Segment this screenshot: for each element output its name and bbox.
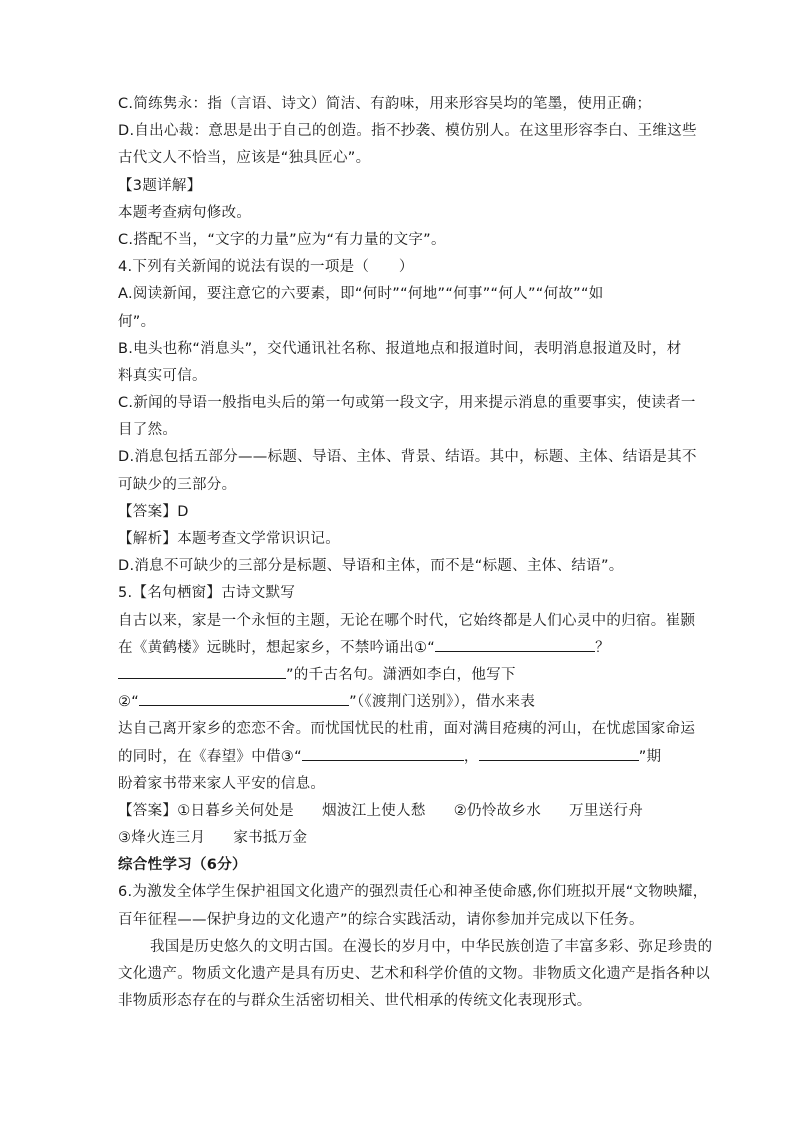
text-span: ？ [595, 639, 610, 656]
question-6-stem: 6.为激发全体学生保护祖国文化遗产的强烈责任心和神圣使命感,你们班拟开展“文物映耀， [118, 884, 708, 901]
option-a-cont: 何”。 [118, 313, 156, 330]
text-span: ③烽火连三月 [118, 830, 206, 847]
blank-1a [435, 635, 595, 652]
answer-line [118, 798, 678, 825]
text-span: 家书抵万金 [233, 830, 308, 847]
option-b-cont: 料真实可信。 [118, 367, 207, 384]
text-span: ②仍怜故乡水 [453, 802, 542, 819]
text-line: 达自己离开家乡的恋恋不舍。而忧国忧民的杜甫，面对满目疮痍的河山，在忧虑国家命运 [118, 721, 696, 738]
option-a: A.阅读新闻，要注意它的六要素，即“何时”“何地”“何事”“何人”“何故”“如 [118, 286, 604, 303]
text-span: 的同时，在《春望》中借③“ [118, 748, 302, 765]
text-line: C.搭配不当，“文字的力量”应为“有力量的文字”。 [118, 231, 446, 248]
text-span: ”（《渡荆门送别》），借水来表 [349, 694, 536, 711]
text-line: 古代文人不恰当，应该是“独具匠心”。 [118, 150, 371, 167]
text-line [118, 635, 678, 662]
text-span: ， [463, 748, 479, 765]
text-line: 自古以来，家是一个永恒的主题，无论在哪个时代，它始终都是人们心灵中的归宿。崔颢 [118, 612, 696, 629]
text-span: ”的千古名句。潇洒如李白，他写下 [286, 666, 516, 683]
text-line: D.消息不可缺少的三部分是标题、导语和主体，而不是“标题、主体、结语”。 [118, 558, 624, 575]
answer-line: 【答案】D [118, 503, 189, 520]
section-heading: 【3题详解】 [118, 177, 202, 194]
document-body [118, 91, 713, 1015]
option-d: D.消息包括五部分——标题、导语、主体、背景、结语。其中，标题、主体、结语是其不 [118, 449, 697, 466]
text-span: 【答案】①日暮乡关何处是 [118, 802, 295, 819]
option-b: B.电头也称“消息头”，交代通讯社名称、报道地点和报道时间，表明消息报道及时，材 [118, 340, 682, 357]
question-5-stem: 5.【名句栖窗】古诗文默写 [118, 585, 296, 602]
blank-3a [302, 744, 464, 761]
text-line: 盼着家书带来家人平安的信息。 [118, 775, 326, 792]
paragraph-line: 非物质形态存在的与群众生活密切相关、世代相承的传统文化表现形式。 [118, 993, 592, 1010]
blank-2 [139, 689, 349, 706]
text-span: ②“ [118, 694, 140, 711]
text-line: D.自出心裁：意思是出于自己的创造。指不抄袭、模仿别人。在这里形容李白、王维这些 [118, 123, 697, 140]
text-span: 在《黄鹤楼》远眺时，想起家乡，不禁吟诵出①“ [118, 639, 436, 656]
answer-line [118, 825, 678, 852]
text-line [118, 662, 678, 689]
text-line [118, 744, 678, 771]
question-4-stem: 4.下列有关新闻的说法有误的一项是（ ） [118, 259, 414, 276]
text-line [118, 689, 678, 716]
blank-3b [479, 744, 639, 761]
option-d-cont: 可缺少的三部分。 [118, 476, 237, 493]
text-span: ”期 [638, 748, 662, 765]
text-line: C.简练隽永：指（言语、诗文）简洁、有韵味，用来形容吴均的笔墨，使用正确； [118, 96, 652, 112]
option-c: C.新闻的导语一般指电头后的第一句或第一段文字，用来提示消息的重要事实，使读者一 [118, 395, 696, 412]
analysis-line: 【解析】本题考查文学常识识记。 [118, 531, 340, 547]
text-span: 烟波江上使人愁 [322, 802, 426, 819]
text-line: 本题考查病句修改。 [118, 204, 252, 221]
option-c-cont: 目了然。 [118, 422, 178, 439]
paragraph-line: 我国是历史悠久的文明古国。在漫长的岁月中，中华民族创造了丰富多彩、弥足珍贵的 [150, 938, 713, 955]
paragraph-line: 文化遗产。物质文化遗产是具有历史、艺术和科学价值的文物。非物质文化遗产是指各种以 [118, 966, 710, 982]
text-line: 百年征程——保护身边的文化遗产”的综合实践活动，请你参加并完成以下任务。 [118, 911, 644, 928]
blank-1b [118, 662, 286, 679]
text-span: 万里送行舟 [569, 802, 644, 819]
section-heading: 综合性学习（6分） [118, 857, 247, 874]
